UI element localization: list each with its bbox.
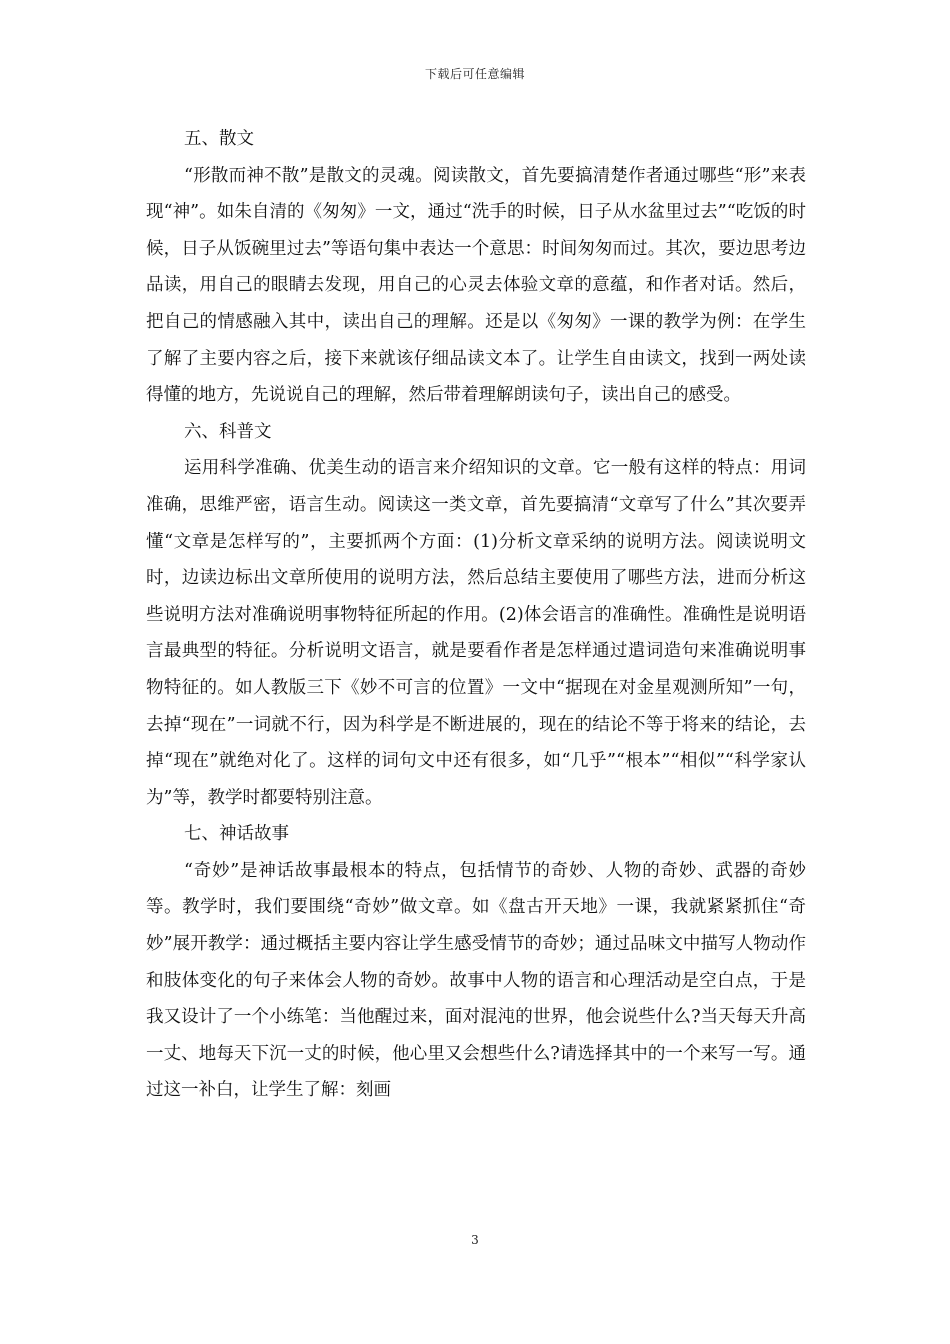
section-paragraph-myth: “奇妙”是神话故事最根本的特点，包括情节的奇妙、人物的奇妙、武器的奇妙等。教学时，我们要围绕“奇妙”做文章。如《盘古开天地》一课，我就紧紧抓住“奇妙”展开教学：通过概括主要内容让学生感受情节的奇妙；通过品味文中描写人物动作和肢体变化的句子来体会人物的奇妙。故事中人物的语言和心理活动是空白点，于是我又设计了一个小练笔：当他醒过来，面对混沌的世界，他会说些什么?当天每天升高一丈、地每天下沉一丈的时候，他心里又会想些什么?请选择其中的一个来写一写。通过这一补白，让学生了解：刻画 xyxy=(146,860,806,1101)
section-heading-prose: 五、散文 xyxy=(184,129,254,149)
page-header: 下载后可任意编辑 xyxy=(424,67,525,81)
page-number: 3 xyxy=(471,1233,479,1247)
section-paragraph-popular-science: 运用科学准确、优美生动的语言来介绍知识的文章。它一般有这样的特点：用词准确，思维严密，语言生动。阅读这一类文章，首先要搞清“文章写了什么”其次要弄懂“文章是怎样写的”，主要抓两个方面：(1)分析文章采纳的说明方法。阅读说明文时，边读边标出文章所使用的说明方法，然后总结主要使用了哪些方法，进而分析这些说明方法对准确说明事物特征所起的作用。(2)体会语言的准确性。准确性是说明语言最典型的特征。分析说明文语言，就是要看作者是怎样通过遣词造句来准确说明事物特征的。如人教版三下《妙不可言的位置》一文中“据现在对金星观测所知”一句，去掉“现在”一词就不行，因为科学是不断进展的，现在的结论不等于将来的结论，去掉“现在”就绝对化了。这样的词句文中还有很多，如“几乎”“根本”“相似”“科学家认为”等，教学时都要特别注意。 xyxy=(146,458,806,808)
section-heading-popular-science: 六、科普文 xyxy=(184,421,272,442)
section-paragraph-prose: “形散而神不散”是散文的灵魂。阅读散文，首先要搞清楚作者通过哪些“形”来表现“神”。如朱自清的《匆匆》一文，通过“洗手的时候，日子从水盆里过去”“吃饭的时候，日子从饭碗里过去”等语句集中表达一个意思：时间匆匆而过。其次，要边思考边品读，用自己的眼睛去发现，用自己的心灵去体验文章的意蕴，和作者对话。然后，把自己的情感融入其中，读出自己的理解。还是以《匆匆》一课的教学为例：在学生了解了主要内容之后，接下来就该仔细品读文本了。让学生自由读文，找到一两处读得懂的地方，先说说自己的理解，然后带着理解朗读句子，读出自己的感受。 xyxy=(146,165,806,406)
document-body xyxy=(146,121,806,1109)
section-heading-myth: 七、神话故事 xyxy=(184,824,289,845)
